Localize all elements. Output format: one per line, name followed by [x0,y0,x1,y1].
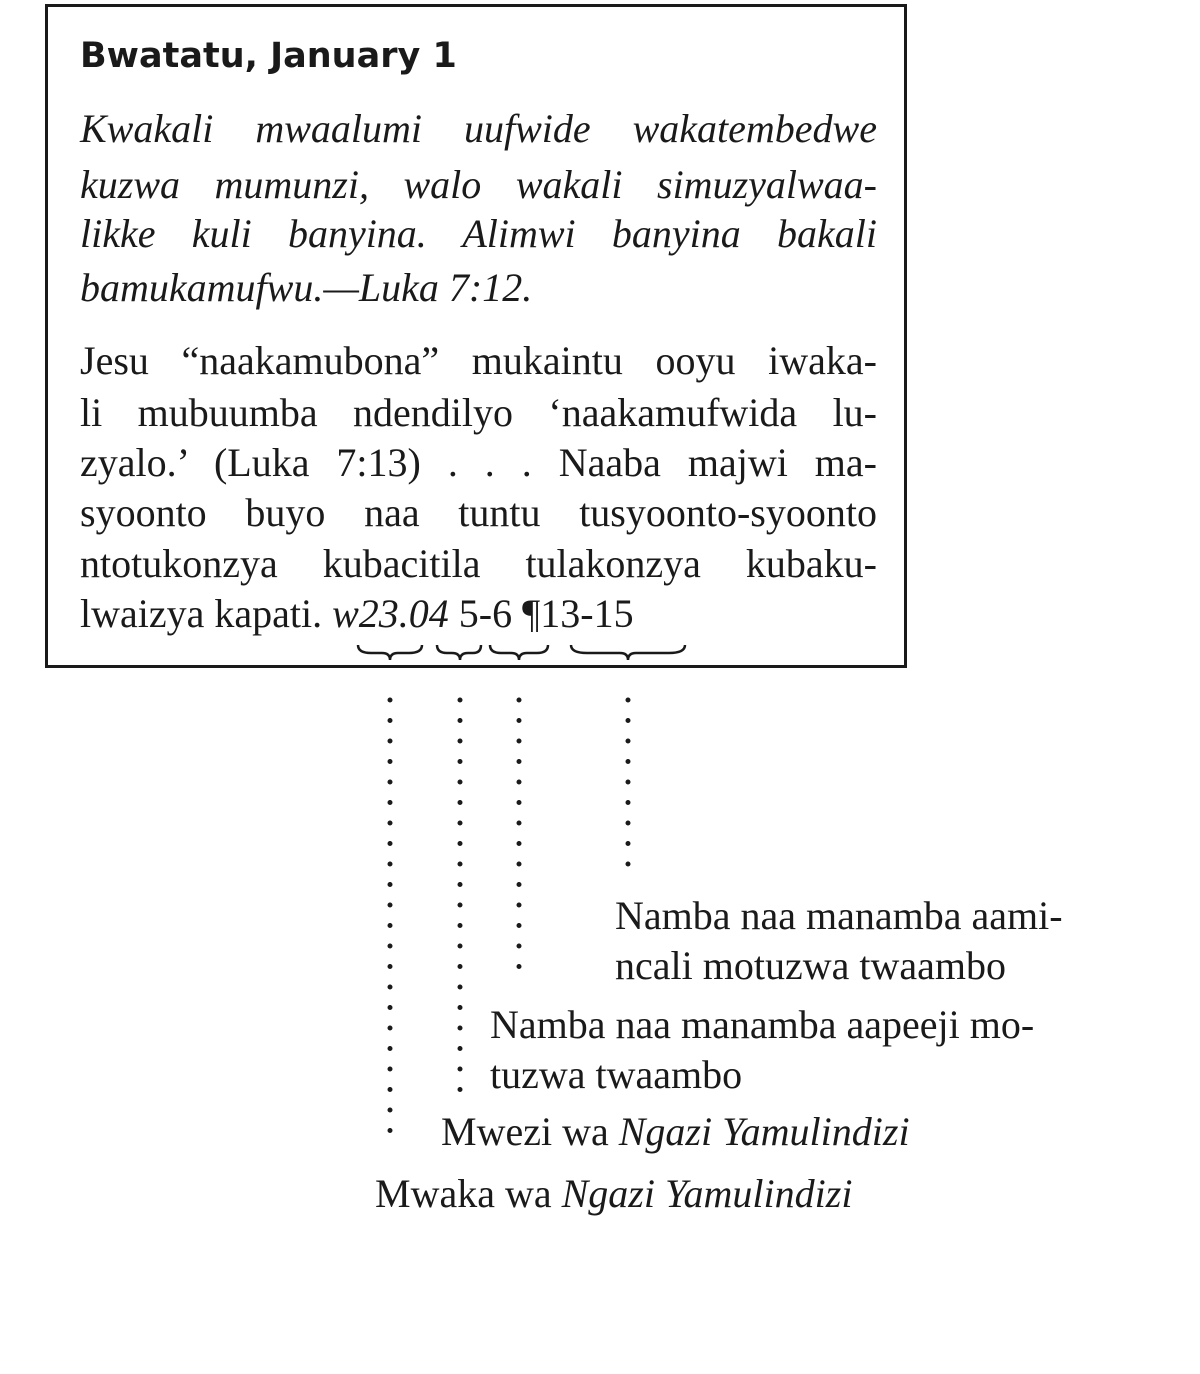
label-paragraphs-line: ncali motuzwa twaambo [615,943,1006,988]
label-year-prefix: Mwaka wa [375,1171,562,1216]
comment-line: zyalo.’ (Luka 7:13) . . . Naaba majwi ma- [80,440,877,485]
scripture-line: kuzwa mumunzi, walo wakali simuzyalwaa- [80,162,877,207]
comment-line: Jesu “naakamubona” mukaintu ooyu iwaka- [80,338,877,383]
label-paragraphs-line: Namba naa manamba aami- [615,893,1063,938]
label-year [375,1170,852,1218]
comment-line: ntotukonzya kubacitila tulakonzya kubaku- [80,541,877,586]
label-pages-line: Namba naa manamba aapeeji mo- [490,1002,1035,1047]
brace-month [437,645,481,660]
scripture-line: bamukamufwu.—Luka 7:12. [80,265,533,310]
label-month-title: Ngazi Yamulindizi [618,1109,910,1154]
ref-paragraphs: ¶13-15 [522,591,634,636]
scripture-line: likke kuli banyina. Alimwi banyina bakali [80,211,877,256]
label-pages-line: tuzwa twaambo [490,1052,743,1097]
brace-year [358,645,422,660]
ref-pages: 5-6 [458,591,513,636]
label-year-title: Ngazi Yamulindizi [561,1171,853,1216]
label-month [441,1108,910,1156]
brace-paragraphs [571,645,685,660]
ref-publication: w23.04 [332,591,449,636]
comment-line: syoonto buyo naa tuntu tusyoonto-syoonto [80,490,877,535]
brace-pages [490,645,548,660]
comment-line-end: lwaizya kapati. [80,591,323,636]
comment-line: li mubuumba ndendilyo ‘naakamufwida lu- [80,390,877,435]
daily-text-date: Bwatatu, January 1 [80,36,457,76]
scripture-line: Kwakali mwaalumi uufwide wakatembedwe [80,106,877,151]
label-month-prefix: Mwezi wa [441,1109,619,1154]
